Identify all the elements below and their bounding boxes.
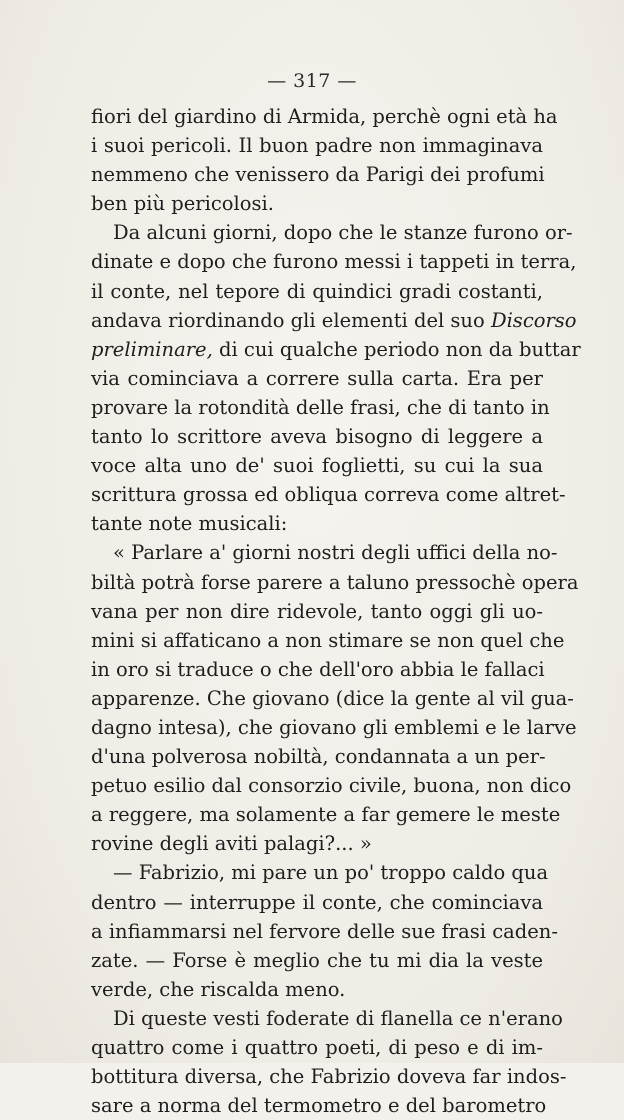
text-line: bottitura diversa, che Fabrizio doveva far indos- (91, 1065, 567, 1089)
text-line: in oro si traduce o che dell'oro abbia le fallaci (91, 657, 545, 681)
text-segment: di cui qualche periodo non da buttar (212, 337, 581, 361)
text-line: i suoi pericoli. Il buon padre non immaginava (91, 134, 543, 158)
text-segment: andava riordinando gli elementi del suo (91, 308, 491, 332)
text-line: rovine degli aviti palagi?... » (91, 832, 372, 856)
text-line: tanto lo scrittore aveva bisogno di leggere a (91, 425, 543, 449)
text-line: Di queste vesti foderate di flanella ce n'erano (113, 1006, 563, 1030)
text-line: biltà potrà forse parere a taluno pressochè opera (91, 570, 579, 594)
text-line: nemmeno che venissero da Parigi dei profumi (91, 163, 545, 187)
body-text (91, 102, 581, 1120)
text-line: ben più pericolosi. (91, 192, 274, 216)
page-number: — 317 — (267, 70, 357, 92)
text-line: provare la rotondità delle frasi, che di tanto in (91, 395, 550, 419)
text-line: voce alta uno de' suoi foglietti, su cui la sua (91, 454, 543, 478)
text-line: « Parlare a' giorni nostri degli uffici della no- (113, 541, 558, 565)
text-line: dinate e dopo che furono messi i tappeti in terra, (91, 250, 577, 274)
text-line: Da alcuni giorni, dopo che le stanze furono or- (113, 221, 573, 245)
text-line: dentro — interruppe il conte, che cominciava (91, 890, 543, 914)
text-line: il conte, nel tepore di quindici gradi costanti, (91, 279, 543, 303)
text-line: verde, che riscalda meno. (91, 977, 346, 1001)
text-line: quattro come i quattro poeti, di peso e di im- (91, 1036, 543, 1059)
text-line (91, 306, 577, 335)
text-line: dagno intesa), che giovano gli emblemi e le larve (91, 715, 577, 739)
text-line: petuo esilio dal consorzio civile, buona, non dico (91, 774, 572, 798)
text-line: zate. — Forse è meglio che tu mi dia la veste (91, 948, 543, 972)
text-line: apparenze. Che giovano (dice la gente al vil gua- (91, 686, 574, 710)
text-line: via cominciava a correre sulla carta. Era per (91, 366, 543, 390)
italic-title: preliminare, (91, 337, 213, 361)
text-line: mini si affaticano a non stimare se non quel che (91, 628, 565, 652)
text-line: d'una polverosa nobiltà, condannata a un per- (91, 745, 546, 769)
text-line: fiori del giardino di Armida, perchè ogni età ha (91, 105, 558, 128)
text-line: — Fabrizio, mi pare un po' troppo caldo qua (113, 861, 549, 885)
text-line: scrittura grossa ed obliqua correva come altret- (91, 483, 566, 507)
text-line: vana per non dire ridevole, tanto oggi gli uo- (91, 599, 543, 623)
text-line: sare a norma del termometro e del barometro (91, 1094, 547, 1118)
italic-title: Discorso (490, 308, 577, 332)
text-line: a reggere, ma solamente a far gemere le meste (91, 803, 561, 827)
text-line (91, 335, 581, 364)
text-line: tante note musicali: (91, 512, 288, 536)
text-line: a infiammarsi nel fervore delle sue frasi caden- (91, 919, 558, 943)
